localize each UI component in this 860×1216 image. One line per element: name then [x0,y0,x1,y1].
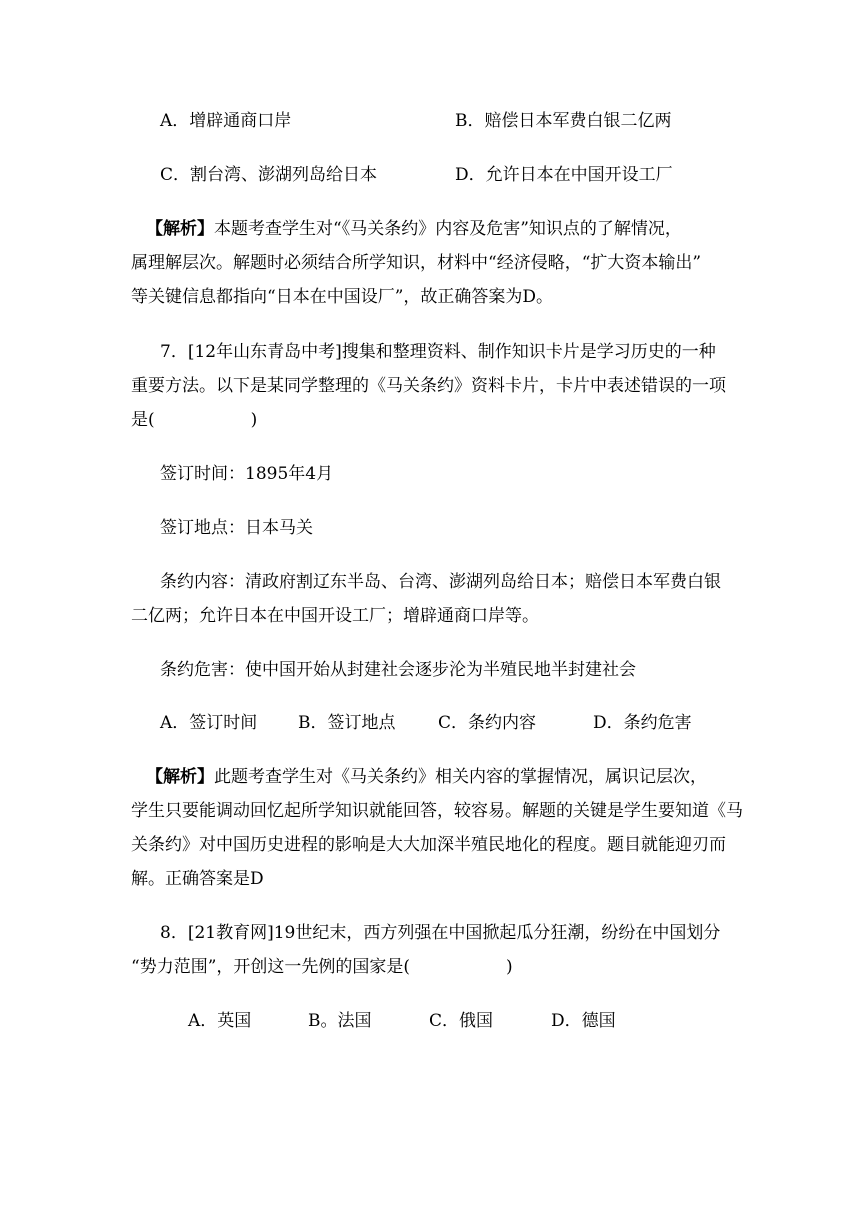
q7-analysis-line-1 [146,763,707,791]
q7-option-c: C．条约内容 [438,713,537,733]
q6-option-c: C．割台湾、澎湖列岛给日本 [160,165,378,185]
analysis-tag: 【解析】 [146,219,214,239]
card-sign-place: 签订地点：日本马关 [160,518,313,538]
analysis-text: 此题考查学生对《马关条约》相关内容的掌握情况，属识记层次， [214,767,707,787]
analysis-text: 本题考查学生对“《马关条约》内容及危害”知识点的了解情况， [214,219,682,239]
q7-stem-line-3 [131,406,257,434]
q7-analysis-line-2: 学生只要能调动回忆起所学知识就能回答，较容易。解题的关键是学生要知道《马 [131,801,743,821]
q7-option-d: D．条约危害 [593,713,692,733]
card-content-line-2: 二亿两；允许日本在中国开设工厂；增辟通商口岸等。 [131,606,539,626]
card-content-line-1: 条约内容：清政府割辽东半岛、台湾、澎湖列岛给日本；赔偿日本军费白银 [160,572,721,592]
q6-option-a: A．增辟通商口岸 [160,111,292,131]
q8-stem-prefix: “势力范围”，开创这一先例的国家是( [131,957,411,977]
q6-option-b: B．赔偿日本军费白银二亿两 [455,111,672,131]
q7-analysis-line-4: 解。正确答案是D [131,869,264,889]
q7-stem-suffix: ) [250,410,258,430]
q7-stem-line-1: 7．[12年山东青岛中考]搜集和整理资料、制作知识卡片是学习历史的一种 [160,342,716,362]
card-harm: 条约危害：使中国开始从封建社会逐步沦为半殖民地半封建社会 [160,660,636,680]
q7-option-b: B．签订地点 [298,713,396,733]
q8-option-a: A．英国 [188,1011,252,1031]
q6-option-d: D．允许日本在中国开设工厂 [455,165,673,185]
q8-stem-line-2 [131,953,513,981]
analysis-tag: 【解析】 [146,767,214,787]
q8-option-d: D．德国 [551,1011,616,1031]
q7-stem-prefix: 是( [131,410,155,430]
q6-analysis-line-2: 属理解层次。解题时必须结合所学知识，材料中“经济侵略，“扩大资本输出” [131,253,702,273]
q7-option-a: A．签订时间 [160,713,258,733]
q7-stem-line-2: 重要方法。以下是某同学整理的《马关条约》资料卡片，卡片中表述错误的一项 [131,376,726,396]
q8-stem-line-1: 8．[21教育网]19世纪末，西方列强在中国掀起瓜分狂潮，纷纷在中国划分 [160,923,721,943]
q8-stem-suffix: ) [506,957,513,977]
q6-analysis-line-1 [146,215,682,243]
q8-option-b: B。法国 [308,1011,372,1031]
q6-analysis-line-3: 等关键信息都指向“日本在中国设厂”，故正确答案为D。 [131,287,554,307]
card-sign-time: 签订时间：1895年4月 [160,464,334,484]
q8-option-c: C．俄国 [429,1011,494,1031]
q7-analysis-line-3: 关条约》对中国历史进程的影响是大大加深半殖民地化的程度。题目就能迎刃而 [131,835,726,855]
